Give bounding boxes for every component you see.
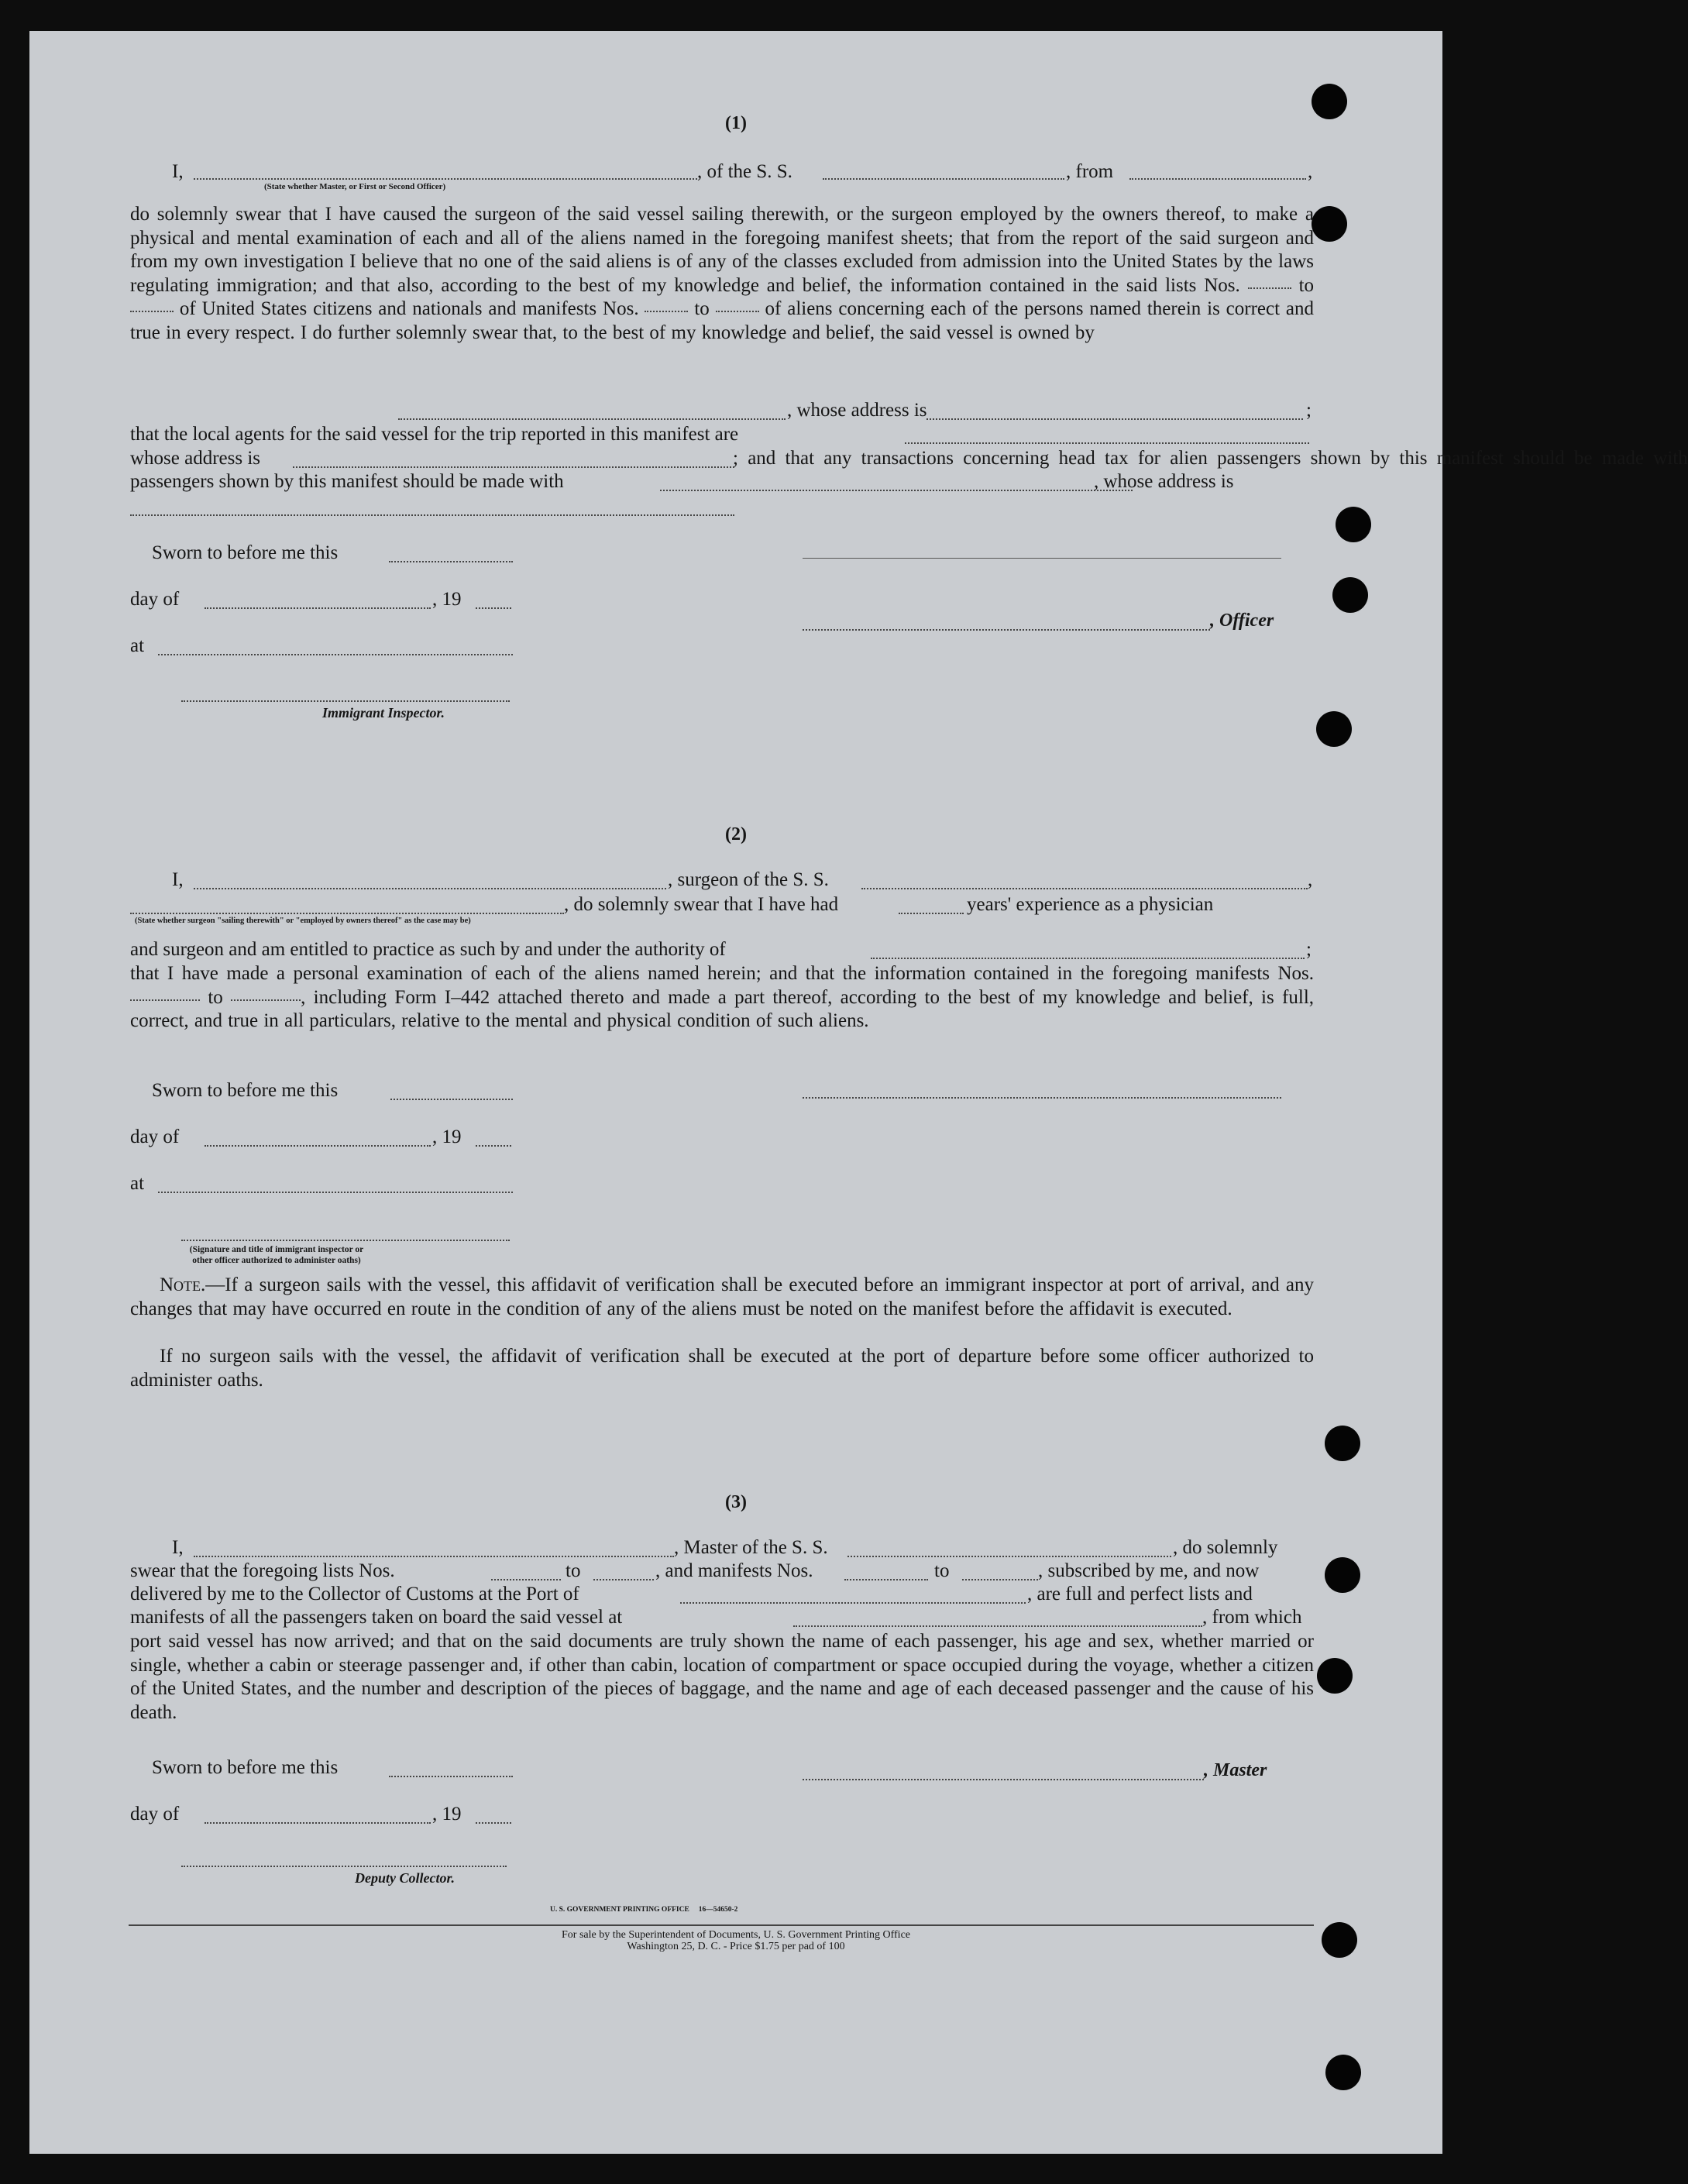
punch-hole xyxy=(1325,2055,1361,2090)
s3-year-label: , 19 xyxy=(432,1804,462,1825)
s1-agents-address-field[interactable] xyxy=(293,466,734,468)
s1-oath-text: do solemnly swear that I have caused the surgeon of the said vessel sailing therewith, or the surgeon employed by the owners thereof, to make a physical and mental examination of each and all of the aliens named in the foregoing manifest sheets; that from the report of the said surgeon and from my own investigation I believe that no one of the said aliens is of any of the classes excluded from admission into the United States by the laws regulating immigration; and that also, according to the best of my knowledge and belief, the information contained in the said lists Nos. xyxy=(130,204,1314,296)
s1-whose-address-2: whose address is xyxy=(130,448,261,469)
s3-subscribed-label: , subscribed by me, and now xyxy=(1038,1560,1260,1581)
s1-oath-paragraph xyxy=(130,203,1314,346)
s1-sworn-label: Sworn to before me this xyxy=(152,542,339,563)
s2-manifests-from-field[interactable] xyxy=(130,999,200,1001)
s1-officer-name-field[interactable] xyxy=(194,178,697,180)
s1-state-note: (State whether Master, or First or Second Officer) xyxy=(264,182,446,191)
s1-officer-signature-line[interactable] xyxy=(803,558,1281,559)
s2-manifests-to-field[interactable] xyxy=(231,999,301,1001)
section-1-heading: (1) xyxy=(725,113,747,133)
s2-years-field[interactable] xyxy=(899,913,964,914)
s3-month-field[interactable] xyxy=(205,1822,431,1824)
s1-whose-address-end: , whose address is xyxy=(1094,471,1234,492)
punch-hole xyxy=(1332,577,1368,613)
s3-manifests-to-field[interactable] xyxy=(962,1579,1038,1580)
s3-master-label: , Master xyxy=(1204,1760,1267,1780)
s1-agents-field[interactable] xyxy=(905,442,1309,444)
s3-port-field[interactable] xyxy=(680,1602,1026,1604)
s3-manifests-all-label: manifests of all the passengers taken on board the said vessel at xyxy=(130,1607,623,1628)
s3-sworn-label: Sworn to before me this xyxy=(152,1757,339,1778)
s1-passengers-label: passengers shown by this manifest should be made with xyxy=(130,471,564,492)
s1-semicolon: ; xyxy=(1306,400,1312,421)
s2-to: to xyxy=(208,986,223,1008)
s3-lists-from-field[interactable] xyxy=(491,1579,561,1580)
s3-to-label: to xyxy=(566,1560,581,1581)
s3-master-of-label: , Master of the S. S. xyxy=(674,1537,828,1558)
s1-whose-address-label: , whose address is xyxy=(787,400,927,421)
s1-officer-title-field[interactable] xyxy=(803,629,1210,631)
punch-hole xyxy=(1325,1426,1360,1461)
s1-contact-address-field[interactable] xyxy=(130,514,734,516)
s2-sworn-day-field[interactable] xyxy=(390,1099,513,1100)
s2-note2-text: If no surgeon sails with the vessel, the affidavit of verification shall be executed at the port of departure before some officer authorized to administer oaths. xyxy=(130,1346,1314,1391)
s1-lists-from-field[interactable] xyxy=(1248,287,1291,289)
sale-notice-line-1: For sale by the Superintendent of Documents, U. S. Government Printing Office xyxy=(562,1929,910,1941)
s2-exam-paragraph xyxy=(130,962,1314,1034)
s2-signature-note: (Signature and title of immigrant inspector or other officer authorized to administer oaths) xyxy=(189,1245,364,1265)
s1-at-label: at xyxy=(130,635,145,656)
s3-sworn-day-field[interactable] xyxy=(389,1776,513,1777)
s3-collector-signature-line[interactable] xyxy=(181,1866,507,1867)
section-3-heading: (3) xyxy=(725,1492,747,1512)
s1-to-2: to xyxy=(694,298,710,320)
s1-at-field[interactable] xyxy=(158,654,513,655)
s3-i-label: I, xyxy=(172,1537,184,1558)
s1-i-label: I, xyxy=(172,161,184,182)
s1-manifests-text: of United States citizens and nationals and manifests Nos. xyxy=(179,298,639,320)
s2-note-paragraph xyxy=(130,1274,1314,1321)
s1-of-ss-label: , of the S. S. xyxy=(697,161,792,182)
s3-master-name-field[interactable] xyxy=(194,1556,674,1557)
s1-lists-to-field[interactable] xyxy=(130,311,174,312)
s2-including-text: , including Form I–442 attached thereto and made a part thereof, according to the best of my knowledge and belief, is full, correct, and true in all particulars, relative to the mental and physical condition of such aliens. xyxy=(130,986,1315,1032)
s2-note2-paragraph xyxy=(130,1345,1314,1392)
s3-manifests-from-field[interactable] xyxy=(844,1579,928,1580)
s2-year-field[interactable] xyxy=(476,1145,511,1147)
s1-head-tax-contact-field[interactable] xyxy=(660,490,1133,491)
s2-note-label: Note. xyxy=(160,1274,206,1295)
s2-semicolon: ; xyxy=(1306,939,1312,960)
s2-comma: , xyxy=(1308,869,1313,890)
s3-arrived-text: port said vessel has now arrived; and that on the said documents are truly shown the name of each passenger, his age and sex, whether married or single, whether a cabin or steerage passenger and, if other than cabin, location of compartment or space occupied during the voyage, whether a citizen of the United States, and the number and description of the pieces of baggage, and the name and age of each deceased passenger and the cause of his death. xyxy=(130,1631,1314,1723)
s1-to: to xyxy=(1298,274,1315,296)
section-2-heading: (2) xyxy=(725,824,747,844)
s1-year-label: , 19 xyxy=(432,589,462,610)
s1-inspector-signature-line[interactable] xyxy=(181,700,510,702)
s2-state-note: (State whether surgeon "sailing therewith" or "employed by owners thereof" as the case may be) xyxy=(135,917,471,925)
s2-at-label: at xyxy=(130,1173,145,1194)
s3-boarding-port-field[interactable] xyxy=(793,1625,1202,1627)
s3-lists-to-field[interactable] xyxy=(593,1579,654,1580)
s3-year-field[interactable] xyxy=(476,1822,511,1824)
s1-owned-text: of aliens concerning each of the persons named therein is correct and true in every respect. I do further solemnly swear that, to the best of my knowledge and belief, the said vessel is owned by xyxy=(130,298,1315,343)
s2-surgeon-name-field[interactable] xyxy=(194,888,666,889)
punch-hole xyxy=(1316,711,1352,747)
punch-hole xyxy=(1317,1658,1353,1694)
s2-ship-name-field[interactable] xyxy=(861,888,1308,889)
s3-lists-label: swear that the foregoing lists Nos. xyxy=(130,1560,395,1581)
s2-day-of-label: day of xyxy=(130,1126,180,1147)
s1-inspector-caption: Immigrant Inspector. xyxy=(322,705,445,721)
s1-from-field[interactable] xyxy=(1129,178,1306,180)
s3-full-perfect-label: , are full and perfect lists and xyxy=(1027,1584,1253,1604)
s1-manifests-to-field[interactable] xyxy=(716,311,759,312)
s3-arrived-paragraph xyxy=(130,1630,1314,1725)
s3-to-label-2: to xyxy=(934,1560,950,1581)
s2-surgeon-of-label: , surgeon of the S. S. xyxy=(668,869,829,890)
s2-sworn-label: Sworn to before me this xyxy=(152,1080,339,1101)
s2-exam-text: that I have made a personal examination of each of the aliens named herein; and that the information contained in the foregoing manifests Nos. xyxy=(130,963,1314,984)
s1-from-label: , from xyxy=(1066,161,1114,182)
s1-day-of-label: day of xyxy=(130,589,180,610)
punch-hole xyxy=(1336,507,1371,542)
s3-do-solemnly-label: , do solemnly xyxy=(1173,1537,1278,1558)
s2-years-label: years' experience as a physician xyxy=(967,894,1214,915)
s2-authority-label: and surgeon and am entitled to practice as such by and under the authority of xyxy=(130,939,726,960)
s2-authority-field[interactable] xyxy=(871,958,1305,959)
s2-surgeon-status-field[interactable] xyxy=(130,913,564,914)
form-page xyxy=(29,31,1688,2154)
s2-signature-line[interactable] xyxy=(803,1097,1281,1099)
gpo-imprint: U. S. GOVERNMENT PRINTING OFFICE 16—54650-2 xyxy=(550,1906,738,1914)
s2-inspector-signature-line[interactable] xyxy=(181,1240,510,1241)
sale-notice-line-2: Washington 25, D. C. - Price $1.75 per pad of 100 xyxy=(627,1941,845,1952)
punch-hole xyxy=(1312,206,1347,242)
s1-officer-label: , Officer xyxy=(1210,610,1274,631)
s1-year-field[interactable] xyxy=(476,607,511,609)
s2-year-label: , 19 xyxy=(432,1126,462,1147)
s2-i-label: I, xyxy=(172,869,184,890)
s1-owner-address-field[interactable] xyxy=(927,418,1303,420)
s1-month-field[interactable] xyxy=(205,607,431,609)
s1-sworn-day-field[interactable] xyxy=(389,561,513,562)
s3-and-manifests-label: , and manifests Nos. xyxy=(655,1560,813,1581)
punch-hole xyxy=(1325,1557,1360,1593)
s3-delivered-label: delivered by me to the Collector of Customs at the Port of xyxy=(130,1584,579,1604)
s3-collector-caption: Deputy Collector. xyxy=(355,1870,455,1886)
s1-manifests-from-field[interactable] xyxy=(645,311,688,312)
s2-month-field[interactable] xyxy=(205,1145,431,1147)
s1-comma: , xyxy=(1308,161,1313,182)
footer-rule xyxy=(129,1924,1314,1926)
s3-from-which-label: , from which xyxy=(1202,1607,1302,1628)
s1-ship-name-field[interactable] xyxy=(823,178,1064,180)
s3-master-signature-line[interactable] xyxy=(803,1779,1204,1780)
s1-owner-field[interactable] xyxy=(398,418,786,420)
s2-swear-label: , do solemnly swear that I have had xyxy=(564,894,839,915)
s3-ship-name-field[interactable] xyxy=(847,1556,1171,1557)
s1-head-tax-label: ; and that any transactions concerning head tax for alien passengers shown by this manifest should be made with xyxy=(733,448,1688,469)
s2-note-text: —If a surgeon sails with the vessel, this affidavit of verification shall be executed before an immigrant inspector at port of arrival, and any changes that may have occurred en route in the condition of any of the aliens must be noted on the manifest before the affidavit is executed. xyxy=(130,1274,1314,1319)
s2-at-field[interactable] xyxy=(158,1192,513,1193)
s1-agents-label: that the local agents for the said vessel for the trip reported in this manifest are xyxy=(130,424,739,445)
s3-day-of-label: day of xyxy=(130,1804,180,1825)
